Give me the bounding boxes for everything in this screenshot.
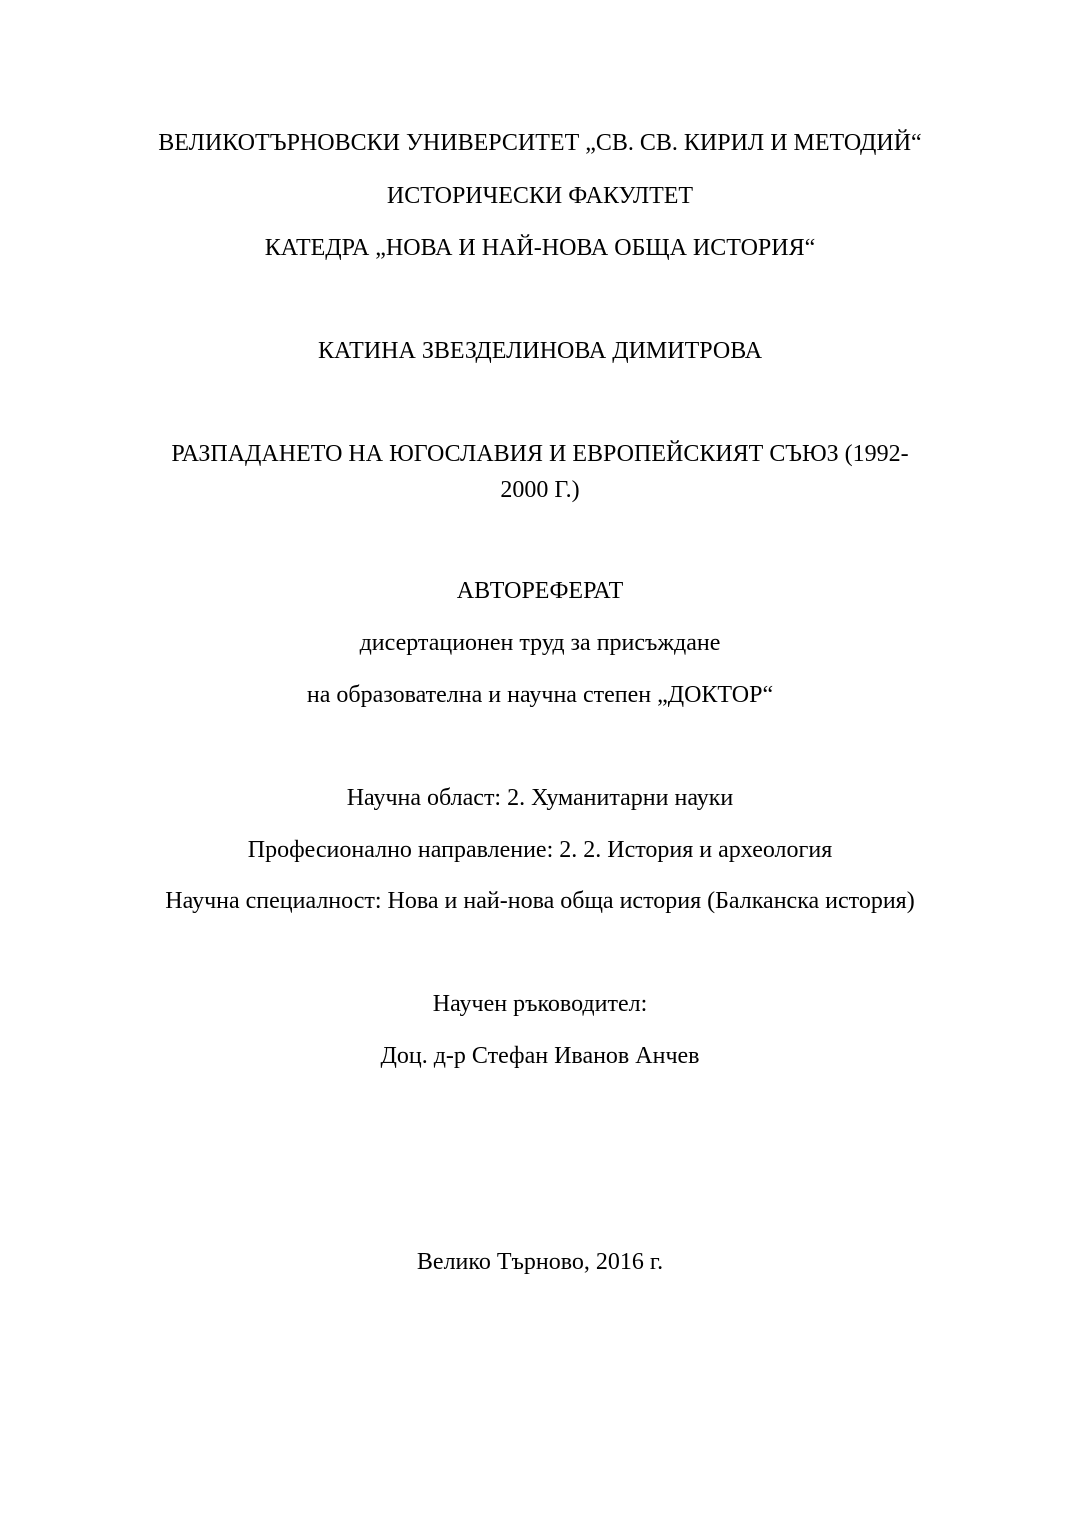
university-name: ВЕЛИКОТЪРНОВСКИ УНИВЕРСИТЕТ „СВ. СВ. КИРИЛ И МЕТОДИЙ“ xyxy=(158,130,922,156)
department-name: КАТЕДРА „НОВА И НАЙ-НОВА ОБЩА ИСТОРИЯ“ xyxy=(264,235,816,261)
author-name: КАТИНА ЗВЕЗДЕЛИНОВА ДИМИТРОВА xyxy=(317,338,763,364)
thesis-title-line-2: 2000 Г.) xyxy=(500,477,580,503)
thesis-title-line-1: РАЗПАДАНЕТО НА ЮГОСЛАВИЯ И ЕВРОПЕЙСКИЯТ СЪЮЗ (1992- xyxy=(171,441,909,467)
supervisor-name: Доц. д-р Стефан Иванов Анчев xyxy=(380,1043,700,1069)
purpose-line-1: дисертационен труд за присъждане xyxy=(359,630,721,656)
scientific-specialty: Научна специалност: Нова и най-нова обща история (Балканска история) xyxy=(165,888,915,914)
professional-direction: Професионално направление: 2. 2. История и археология xyxy=(247,837,833,863)
purpose-line-2: на образователна и научна степен „ДОКТОР“ xyxy=(306,682,774,708)
document-type: АВТОРЕФЕРАТ xyxy=(456,578,624,604)
supervisor-label: Научен ръководител: xyxy=(432,991,648,1017)
place-and-date: Велико Търново, 2016 г. xyxy=(416,1249,664,1275)
scientific-field: Научна област: 2. Хуманитарни науки xyxy=(346,785,734,811)
faculty-name: ИСТОРИЧЕСКИ ФАКУЛТЕТ xyxy=(386,183,694,209)
